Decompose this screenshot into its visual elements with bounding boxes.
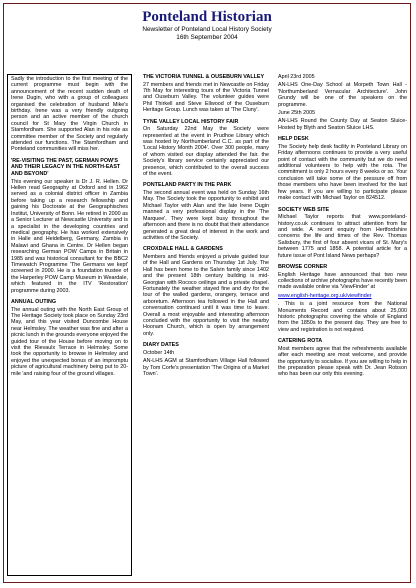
article-paragraph: April 23rd 2005: [278, 74, 315, 80]
article-paragraph: October 14th: [143, 349, 175, 356]
article: [143, 74, 269, 114]
newsletter-date: 16th September 2004: [176, 34, 238, 41]
article-paragraph: . This is a joint resource from the National Monuments Record and contains about 25,000 historic photographs covering the whole of England from the 1850s to the present day. They are free to view and registration is not required.: [278, 301, 407, 333]
article: [143, 246, 269, 337]
article-heading: HELP DESK: [278, 136, 309, 143]
masthead: [4, 9, 410, 42]
article-heading: TYNE VALLEY LOCAL HISTORY FAIR: [143, 118, 239, 125]
column-left: [7, 74, 132, 576]
article-heading: CATERING ROTA: [278, 338, 323, 345]
article: [278, 207, 407, 259]
newsletter-page: [3, 3, 411, 583]
web-link[interactable]: www.english-heritage.org.uk/viewfinder: [278, 292, 372, 299]
article: [143, 342, 269, 377]
article-paragraph: This evening our speaker is Dr J. R. Hellen. Dr Hellen read Geography at Oxford and in 1962 served as a colonial district officer in Zambia before taking up a research fellowship and gaining his Doctorate at the Geographisches Institut, University of Bonn. He retired in 2000 as a Senior Lecturer at Newcastle University and is a specialist in the developing countries and medical geography. He has worked extensively in Halle and Heidelberg, Germany, Zambia in Malawi and Ghana in Centre. Dr Hellen began researching German POW Camps in Britain in 1985 and was historical consultant for the BBC2 Timewatch Programme 'The Germans we kept' screened in 2000. He is a foundation trustee of the Harperley POW Camp Museum in Weardale, which featured in the ITV 'Restoration' programme during 2003.: [11, 178, 128, 294]
article-paragraph: On Saturday 22nd May the Society were represented at the event in Prudhoe Library which was hosted by Northumberland C.C. as part of the 'Local History Month 2004'. Over 300 people, many of whom visited our display attended the fair. the Society's library service certainly appreciated our presence, which contributed to the overall success of the event.: [143, 126, 269, 178]
article-paragraph: June 25th 2005: [278, 110, 316, 117]
column-right: [278, 74, 407, 576]
article-paragraph: AN-LHS One-Day School at Morpeth Town Hall - 'Northumberland Vernacular Architecture'. John Grundy will be one of the speakers on the programme.: [278, 82, 407, 108]
article-heading: CROXDALE HALL & GARDENS: [143, 246, 223, 253]
article-heading: BROWSE CORNER: [278, 263, 328, 270]
article: [278, 136, 407, 201]
article-heading: SOCIETY WEB SITE: [278, 206, 330, 213]
newsletter-title: Ponteland Historian: [142, 9, 272, 25]
article-paragraph: 27 members and friends met in Newcastle on Friday 7th May for interesting tours of the Victoria Tunnel and Ouseburn Valley. The volunteer guides were Phil Thirkell and Steve Ellwood of the Ouseburn Heritage Group. Lunch was taken at 'The Cluny'.: [143, 81, 269, 114]
article: [278, 74, 407, 131]
article-paragraph: AN-LHS AGM at Stamfordham Village Hall followed by Tom Corfe's presentation 'The Origins of a Market Town'.: [143, 358, 269, 377]
article-heading: THE VICTORIA TUNNEL & OUSEBURN VALLEY: [143, 74, 265, 80]
article: [143, 182, 269, 241]
article-paragraph: Most members agree that the refreshments available after each meeting are most welcome, and provide the opportunity to socialise. If you are willing to help in the preparation please speak with Dr. Jean Robson who has been our only this evening.: [278, 345, 407, 378]
article: [278, 338, 407, 378]
article-paragraph: English Heritage have announced that two new collections of archive photographs have recently been made available online via 'ViewFinder' at: [278, 271, 407, 291]
article-paragraph: The annual outing with the North East Group of The Heritage Society took place on Sunday 23rd May, and this year visited Duncombe House near Helmsley. The weather was fine and after a picnic lunch in the grounds everyone enjoyed the guided tour of the House before moving on to visit the Rievaulx Terrace in Helmsley. Some took the opportunity to browse in Helmsley and enjoyed the unexpected bonus of an impromptu picture of agricultural machinery being put to 20-mile 'and raising four of the ground villages.: [11, 306, 128, 377]
article-paragraph: The second annual event was held on Sunday 16th May. The Society took the opportunity to exhibit and Michael Taylor with Alan and the late Irene Dugin manned a very professional display in the 'The Marquee'. They were kept busy throughout the afternoon and there is no doubt that their attendance generated a great deal of interest in the work and activities of the Society.: [143, 190, 269, 241]
article-paragraph: Sadly the introduction to the first meeting of the current programme must begin with the announcement of the recent sudden death of Irene Dugin, who with a group of colleagues organised the celebration of husband Mike's birthday. Irene was a very friendly outgoing person and an active member of the church council for St Mary the Virgin Church in Stamfordham. She supported Alan in his role as committee member of the Society and regularly attended our functions. The Stamfordham and Ponteland communities will miss her.: [11, 76, 128, 153]
column-middle: [143, 74, 269, 576]
newsletter-subtitle: Newsletter of Ponteland Local History Society: [142, 26, 272, 33]
article-heading: PONTELAND PARTY IN THE PARK: [143, 182, 232, 189]
article-heading: 'RE-VISITING THE PAST, GERMAN POW'S AND THEIR LEGACY IN THE NORTH-EAST AND BEYOND': [11, 157, 121, 178]
article: [11, 76, 128, 153]
article: [278, 264, 407, 333]
article-paragraph: Members and friends enjoyed a private guided tour of the Hall and Gardens on Thursday 1st July. The Hall has been home to the Salvin family since 1402 and the present 18th century building is mid-Georgian with Rococo ceilings and a private chapel. Fortunately the weather stayed fine and dry for the tour of the walled gardens, orangery, terrace and arboretum. Afternoon tea followed in the Hall and conversation continued until it was time to leave. Overall a most enjoyable and interesting afternoon concluded with the opportunity to visit the nearby Hoonam Church, which is open by arrangement only.: [143, 253, 269, 337]
article: [11, 158, 128, 294]
article: [11, 299, 128, 377]
article-heading: DIARY DATES: [143, 342, 179, 349]
article-paragraph: The Society help desk facility in Ponteland Library on Friday afternoons continues to provide a very useful point of contact with the community but we do need additional volunteers to help with the rota. The commitment is only 2 hours every 8 weeks or so. Your conclusion will take some of the pressure off from those members who have been involved for the last few years. If you are willing to participate please make contact with Michael Taylor on 824512.: [278, 143, 407, 202]
framed-column-box: [7, 74, 132, 576]
article-paragraph: AN-LHS Round the County Day at Seaton Sluice-Hosted by Blyth and Seaton Sluice LHS.: [278, 118, 407, 131]
article-heading: ANNUAL OUTING: [11, 298, 57, 305]
article-paragraph: Michael Taylor reports that www.ponteland-history.co.uk continues to attract attention from far and wide. A recent enquiry from Hertfordshire concerns the life and times of the Rev. Thomas Salisbury, the first of four absent vicars of St. Mary's between 1775 and 1858. A potential article for a future issue of Pont Island News perhaps?: [278, 214, 407, 259]
article: [143, 119, 269, 178]
